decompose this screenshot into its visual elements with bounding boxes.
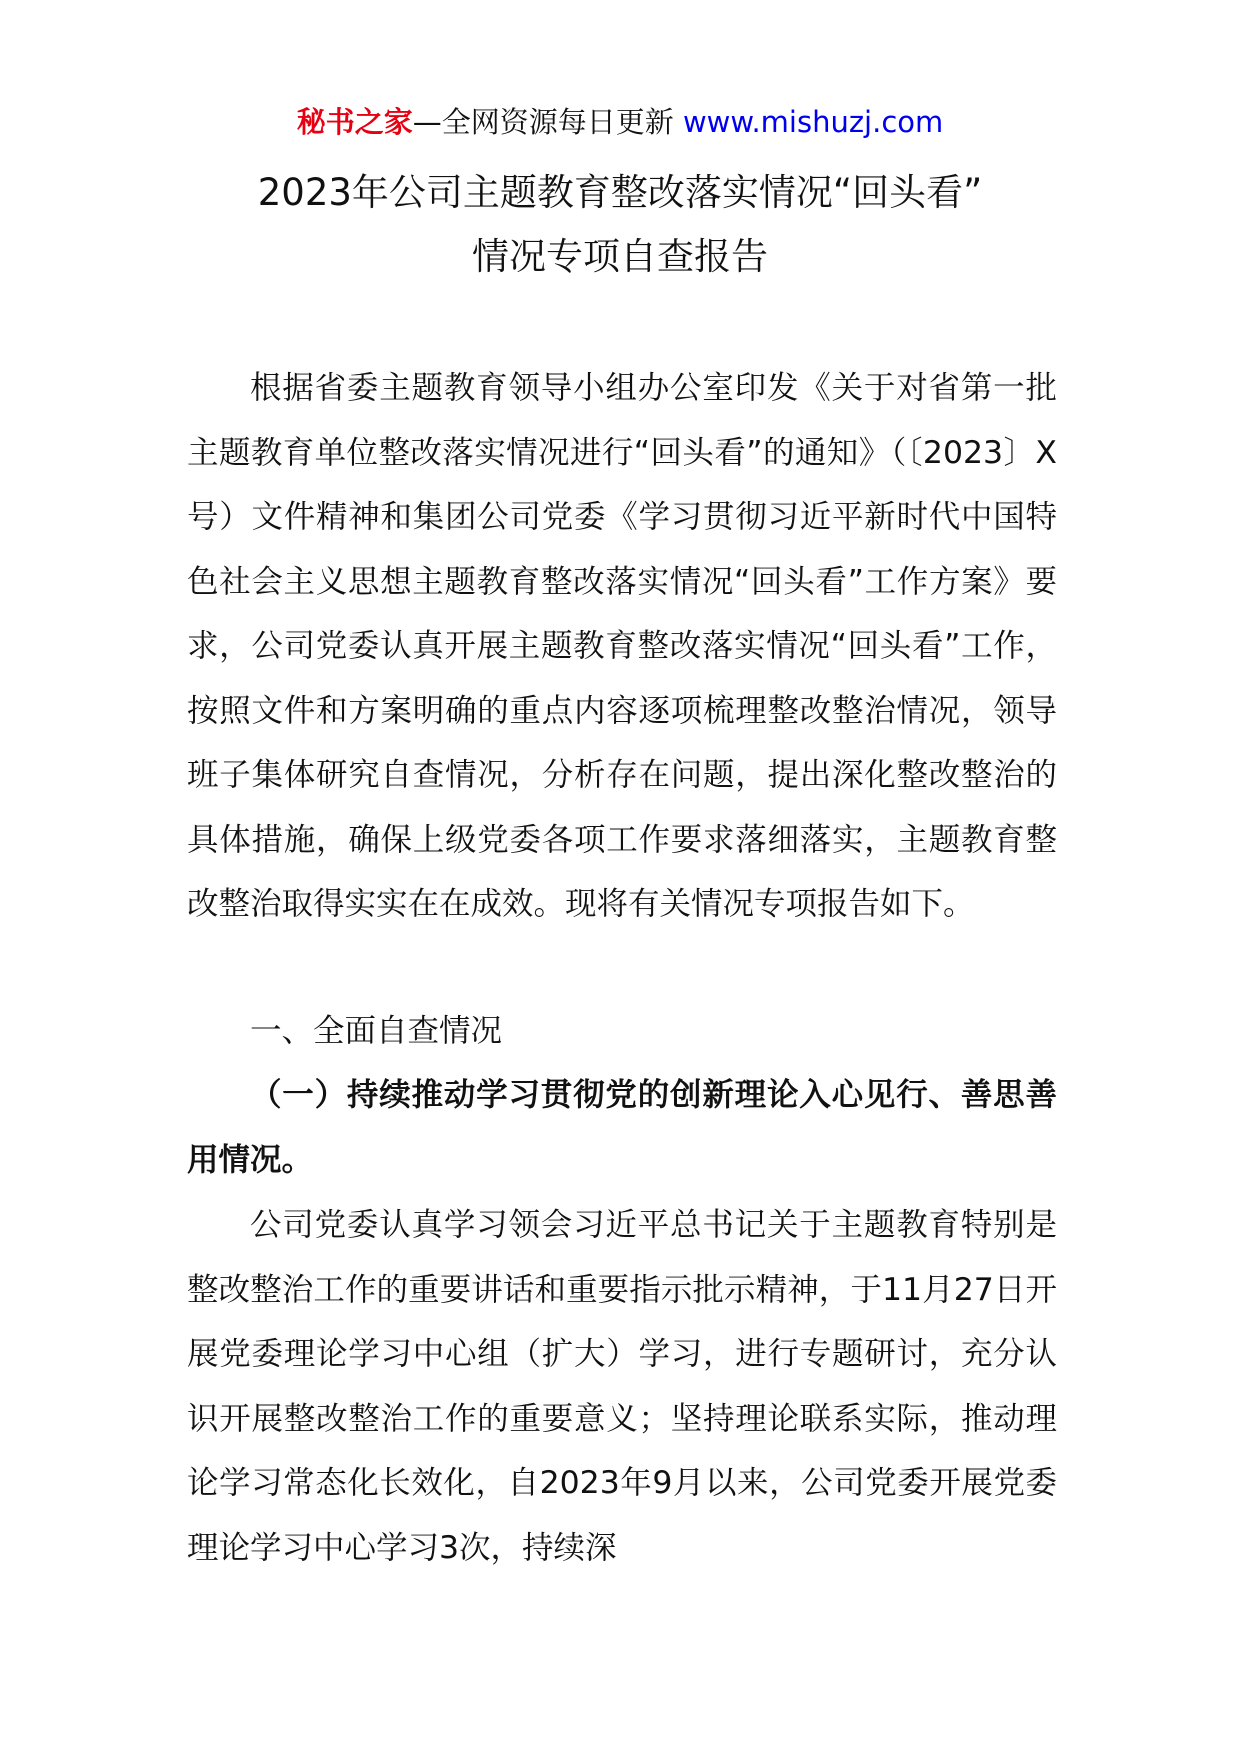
document-title-line-1: 2023年公司主题教育整改落实情况“回头看”: [257, 171, 983, 214]
site-link[interactable]: www.mishuzj.com: [682, 105, 944, 139]
subsection-heading: （一）持续推动学习贯彻党的创新理论入心见行、善思善用情况。: [187, 1077, 1057, 1178]
body-paragraph: 公司党委认真学习领会习近平总书记关于主题教育特别是整改整治工作的重要讲话和重要指示批示精神，于11月27日开展党委理论学习中心组（扩大）学习，进行专题研讨，充分认识开展整改整治工作的重要意义；坚持理论联系实际，推动理论学习常态化长效化，自2023年9月以来，公司党委开展党委理论学习中心学习3次，持续深: [187, 1207, 1057, 1566]
site-header: [0, 100, 1240, 144]
header-tagline: —全网资源每日更新: [412, 105, 683, 139]
intro-paragraph: 根据省委主题教育领导小组办公室印发《关于对省第一批主题教育单位整改落实情况进行“回头看”的通知》（〔2023〕X号）文件精神和集团公司党委《学习贯彻习近平新时代中国特色社会主义思想主题教育整改落实情况“回头看”工作方案》要求，公司党委认真开展主题教育整改落实情况“回头看”工作，按照文件和方案明确的重点内容逐项梳理整改整治情况，领导班子集体研究自查情况，分析存在问题，提出深化整改整治的具体措施，确保上级党委各项工作要求落细落实，主题教育整改整治取得实实在在成效。现将有关情况专项报告如下。: [187, 370, 1057, 922]
document-title-line-2: 情况专项自查报告: [472, 235, 768, 278]
section-heading: 一、全面自查情况: [250, 1013, 503, 1049]
brand-name: 秘书之家: [296, 105, 413, 139]
